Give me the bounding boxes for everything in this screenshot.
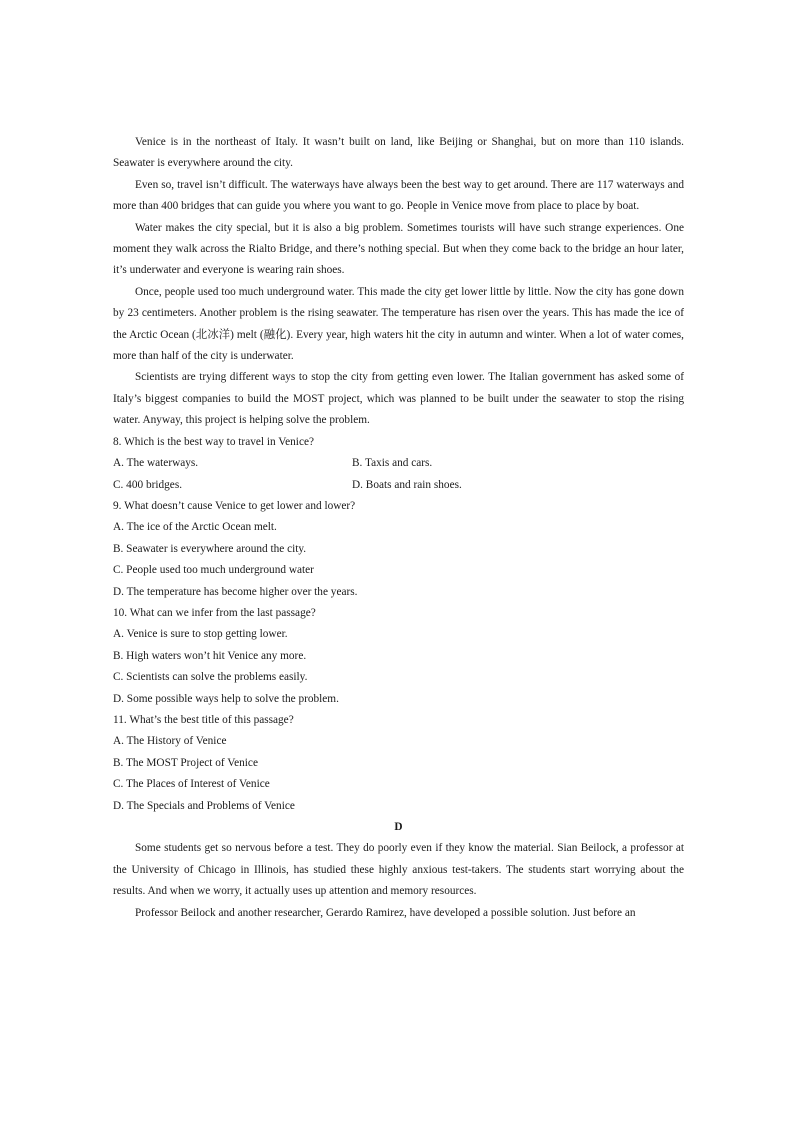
question-stem: 9. What doesn’t cause Venice to get lower and lower? xyxy=(113,499,356,512)
option-b: B. Seawater is everywhere around the city. xyxy=(113,542,307,555)
section-heading: D xyxy=(394,821,403,833)
question-stem: 10. What can we infer from the last passage? xyxy=(113,606,316,619)
option-row xyxy=(113,475,684,496)
passage-c xyxy=(113,132,684,432)
option-c: C. 400 bridges. xyxy=(113,478,183,491)
option-c: C. People used too much underground water xyxy=(113,564,314,577)
option-d: D. The Specials and Problems of Venice xyxy=(113,799,295,812)
passage-paragraph: Once, people used too much underground water. This made the city get lower little by little. Now the city has gone down by 23 centimeters. Another problem is the rising seawater. The temperature has risen over the years. This has made the ice of the Arctic Ocean (北冰洋) melt (融化). Every year, high waters hit the city in autumn and winter. When a lot of water comes, more than half of the city is underwater. xyxy=(113,285,684,363)
passage-paragraph: Even so, travel isn’t difficult. The waterways have always been the best way to get around. There are 117 waterways and more than 400 bridges that can guide you where you want to go. People in Venice move from place to place by boat. xyxy=(113,178,684,213)
option-b: B. The MOST Project of Venice xyxy=(113,756,258,769)
option-b: B. Taxis and cars. xyxy=(352,457,433,470)
option-a: A. Venice is sure to stop getting lower. xyxy=(113,628,288,641)
question-stem: 8. Which is the best way to travel in Venice? xyxy=(113,435,314,448)
option-c: C. The Places of Interest of Venice xyxy=(113,778,270,791)
option-a: A. The waterways. xyxy=(113,457,199,470)
passage-paragraph: Professor Beilock and another researcher, Gerardo Ramirez, have developed a possible solution. Just before an xyxy=(135,906,636,919)
question-stem: 11. What’s the best title of this passage? xyxy=(113,713,294,726)
passage-d xyxy=(113,817,684,924)
passage-paragraph: Some students get so nervous before a test. They do poorly even if they know the material. Sian Beilock, a professor at the University of Chicago in Illinois, has studied these highly anxious test-takers. The students start worrying about the results. And when we worry, it actually uses up attention and memory resources. xyxy=(113,842,684,898)
exam-page xyxy=(113,132,684,924)
passage-paragraph: Venice is in the northeast of Italy. It wasn’t built on land, like Beijing or Shanghai, but on more than 110 islands. Seawater is everywhere around the city. xyxy=(113,136,684,170)
question-8 xyxy=(113,432,684,496)
option-b: B. High waters won’t hit Venice any more. xyxy=(113,649,307,662)
option-row xyxy=(113,453,684,474)
option-c: C. Scientists can solve the problems easily. xyxy=(113,671,308,684)
option-d: D. The temperature has become higher over the years. xyxy=(113,585,358,598)
option-a: A. The History of Venice xyxy=(113,735,227,748)
option-d: D. Some possible ways help to solve the problem. xyxy=(113,692,339,705)
question-11 xyxy=(113,710,684,817)
option-d: D. Boats and rain shoes. xyxy=(352,478,462,491)
option-a: A. The ice of the Arctic Ocean melt. xyxy=(113,521,277,534)
passage-paragraph: Water makes the city special, but it is also a big problem. Sometimes tourists will have such strange experiences. One moment they walk across the Rialto Bridge, and there’s nothing special. But when they come back to the bridge an hour later, it’s underwater and everyone is wearing rain shoes. xyxy=(113,221,684,277)
passage-paragraph: Scientists are trying different ways to stop the city from getting even lower. The Italian government has asked some of Italy’s biggest companies to build the MOST project, which was planned to be built under the seawater to stop the rising water. Anyway, this project is helping solve the problem. xyxy=(113,371,684,427)
question-9 xyxy=(113,496,684,603)
question-10 xyxy=(113,603,684,710)
